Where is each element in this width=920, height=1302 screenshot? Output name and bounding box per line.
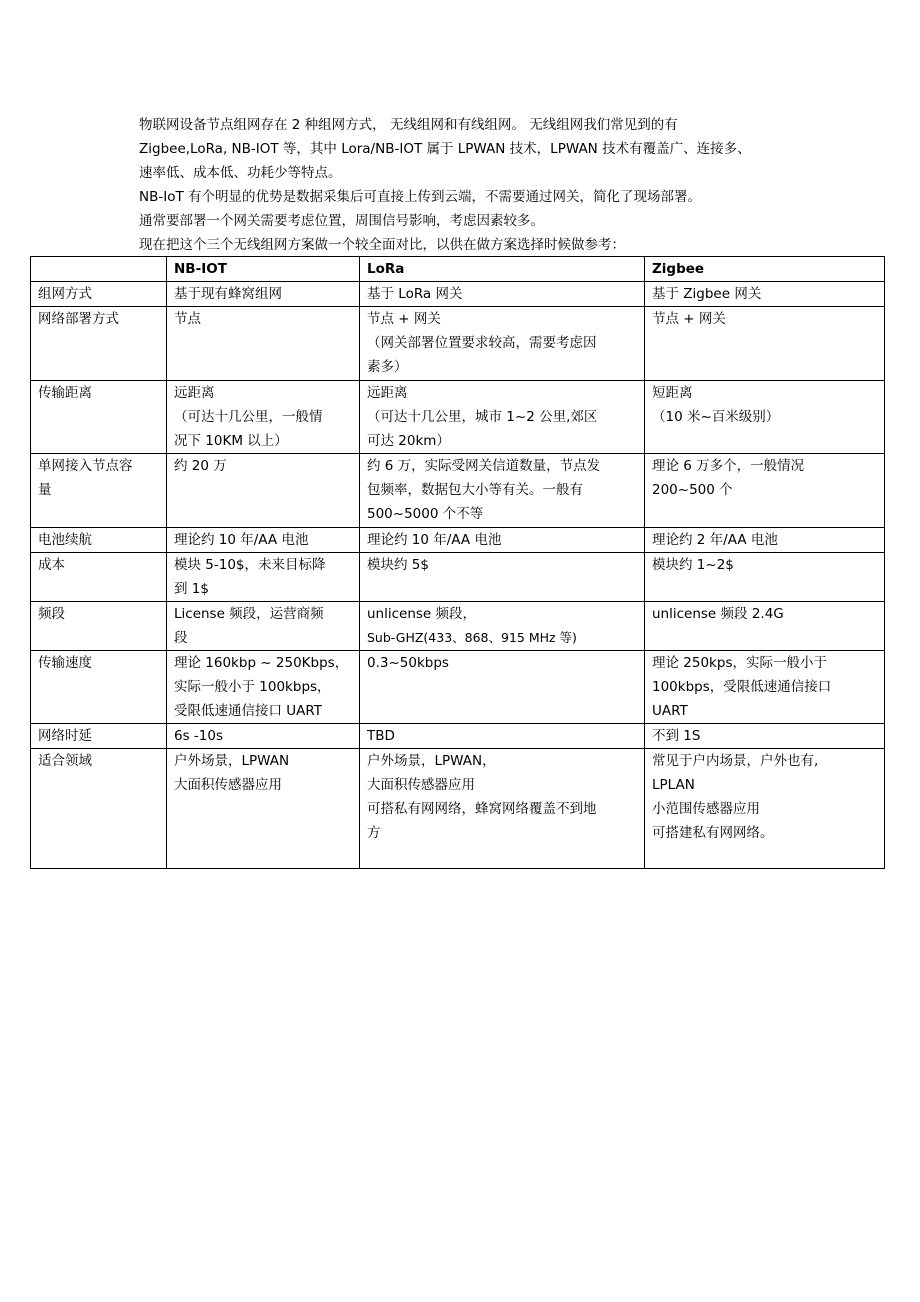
cell-line: 大面积传感器应用 — [367, 777, 475, 793]
table-header-row — [31, 257, 885, 282]
table-row — [31, 381, 885, 454]
table-cell: 理论约 10 年/AA 电池 — [167, 528, 360, 553]
table-cell — [360, 381, 645, 454]
table-cell: 约 20 万 — [167, 454, 360, 528]
cell-line: 500~5000 个不等 — [367, 506, 484, 522]
row-label: 传输距离 — [31, 381, 167, 454]
cell-line: 小范围传感器应用 — [652, 801, 760, 817]
table-cell — [167, 602, 360, 651]
cell-line: UART — [652, 703, 688, 719]
cell-line: 200~500 个 — [652, 482, 733, 498]
table-header-cell: LoRa — [360, 257, 645, 282]
row-label: 网络时延 — [31, 724, 167, 749]
table-cell — [360, 307, 645, 381]
table-cell: 节点 — [167, 307, 360, 381]
cell-line: 包频率，数据包大小等有关。一般有 — [367, 482, 583, 498]
cell-line: 理论 160kbp ~ 250Kbps， — [174, 655, 349, 671]
row-label: 网络部署方式 — [31, 307, 167, 381]
cell-line: 户外场景，LPWAN — [174, 753, 290, 769]
table-cell: 节点 + 网关 — [645, 307, 885, 381]
cell-line: 实际一般小于 100kbps， — [174, 679, 331, 695]
table-cell: 模块约 1~2$ — [645, 553, 885, 602]
row-label: 组网方式 — [31, 282, 167, 307]
cell-line: License 频段，运营商频 — [174, 606, 324, 622]
table-cell: 基于 Zigbee 网关 — [645, 282, 885, 307]
intro-line: 速率低、成本低、功耗少等特点。 — [139, 165, 342, 181]
cell-line: （可达十几公里，一般情 — [174, 409, 323, 425]
cell-line: 到 1$ — [174, 581, 209, 597]
table-row — [31, 454, 885, 528]
row-label: 电池续航 — [31, 528, 167, 553]
table-row — [31, 528, 885, 553]
cell-line: 节点 + 网关 — [367, 311, 441, 327]
cell-line: 理论 250kps，实际一般小于 — [652, 655, 827, 671]
table-cell: 6s -10s — [167, 724, 360, 749]
table-cell — [645, 651, 885, 724]
cell-line: （网关部署位置要求较高，需要考虑因 — [367, 335, 597, 351]
cell-line: 理论 6 万多个，一般情况 — [652, 458, 805, 474]
table-cell — [167, 749, 360, 869]
table-cell — [167, 553, 360, 602]
table-header-cell: NB-IOT — [167, 257, 360, 282]
cell-line: 素多） — [367, 359, 408, 375]
intro-line: NB-IoT 有个明显的优势是数据采集后可直接上传到云端，不需要通过网关，简化了现场部署。 — [139, 189, 702, 205]
table-cell: 模块约 5$ — [360, 553, 645, 602]
table-cell — [645, 454, 885, 528]
table-row — [31, 749, 885, 869]
table-header-cell: Zigbee — [645, 257, 885, 282]
table-cell: 理论约 10 年/AA 电池 — [360, 528, 645, 553]
table-cell: 不到 1S — [645, 724, 885, 749]
table-row — [31, 282, 885, 307]
cell-line: 100kbps，受限低速通信接口 — [652, 679, 832, 695]
table-row — [31, 307, 885, 381]
table-row — [31, 651, 885, 724]
table-row — [31, 602, 885, 651]
row-label — [31, 454, 167, 528]
table-header-cell — [31, 257, 167, 282]
cell-line: unlicense 频段， — [367, 606, 477, 622]
table-cell: 理论约 2 年/AA 电池 — [645, 528, 885, 553]
cell-line: （可达十几公里，城市 1~2 公里,郊区 — [367, 409, 598, 425]
cell-line: 常见于户内场景，户外也有, — [652, 753, 819, 769]
table-row — [31, 553, 885, 602]
table-cell — [360, 602, 645, 651]
cell-line: 段 — [174, 630, 188, 646]
row-label: 频段 — [31, 602, 167, 651]
cell-line: 可搭建私有网网络。 — [652, 825, 774, 841]
cell-line: 远距离 — [174, 385, 215, 401]
table-cell: 0.3~50kbps — [360, 651, 645, 724]
table-cell — [360, 454, 645, 528]
cell-line: 量 — [38, 482, 52, 498]
cell-line: 可达 20km） — [367, 433, 450, 449]
table-cell — [645, 749, 885, 869]
table-cell: 基于现有蜂窝组网 — [167, 282, 360, 307]
table-cell: unlicense 频段 2.4G — [645, 602, 885, 651]
intro-line: 现在把这个三个无线组网方案做一个较全面对比，以供在做方案选择时候做参考： — [139, 237, 625, 253]
cell-line: 方 — [367, 825, 381, 841]
table-cell — [167, 651, 360, 724]
table-cell — [167, 381, 360, 454]
table-cell — [360, 749, 645, 869]
comparison-table — [30, 256, 885, 869]
intro-text — [139, 113, 799, 257]
intro-line: 物联网设备节点组网存在 2 种组网方式， 无线组网和有线组网。 无线组网我们常见到的有 — [139, 117, 678, 133]
cell-line: 单网接入节点容 — [38, 458, 133, 474]
cell-line: 远距离 — [367, 385, 408, 401]
intro-line: 通常要部署一个网关需要考虑位置，周围信号影响，考虑因素较多。 — [139, 213, 544, 229]
table-cell — [645, 381, 885, 454]
cell-line: 约 6 万，实际受网关信道数量，节点发 — [367, 458, 601, 474]
cell-line: Sub-GHZ(433、868、915 MHz 等) — [367, 630, 577, 645]
cell-line: 可搭私有网网络，蜂窝网络覆盖不到地 — [367, 801, 597, 817]
table-row — [31, 724, 885, 749]
row-label: 适合领域 — [31, 749, 167, 869]
row-label: 传输速度 — [31, 651, 167, 724]
cell-line: 户外场景，LPWAN， — [367, 753, 496, 769]
table-cell: TBD — [360, 724, 645, 749]
cell-line: LPLAN — [652, 777, 695, 793]
cell-line: 受限低速通信接口 UART — [174, 703, 323, 719]
cell-line: 短距离 — [652, 385, 693, 401]
table-cell: 基于 LoRa 网关 — [360, 282, 645, 307]
cell-line: 大面积传感器应用 — [174, 777, 282, 793]
cell-line: （10 米~百米级别） — [652, 409, 780, 425]
cell-line: 模块 5-10$，未来目标降 — [174, 557, 326, 573]
cell-line: 况下 10KM 以上） — [174, 433, 288, 449]
row-label: 成本 — [31, 553, 167, 602]
intro-line: Zigbee,LoRa, NB-IOT 等，其中 Lora/NB-IOT 属于 LPWAN 技术，LPWAN 技术有覆盖广、连接多、 — [139, 141, 751, 157]
